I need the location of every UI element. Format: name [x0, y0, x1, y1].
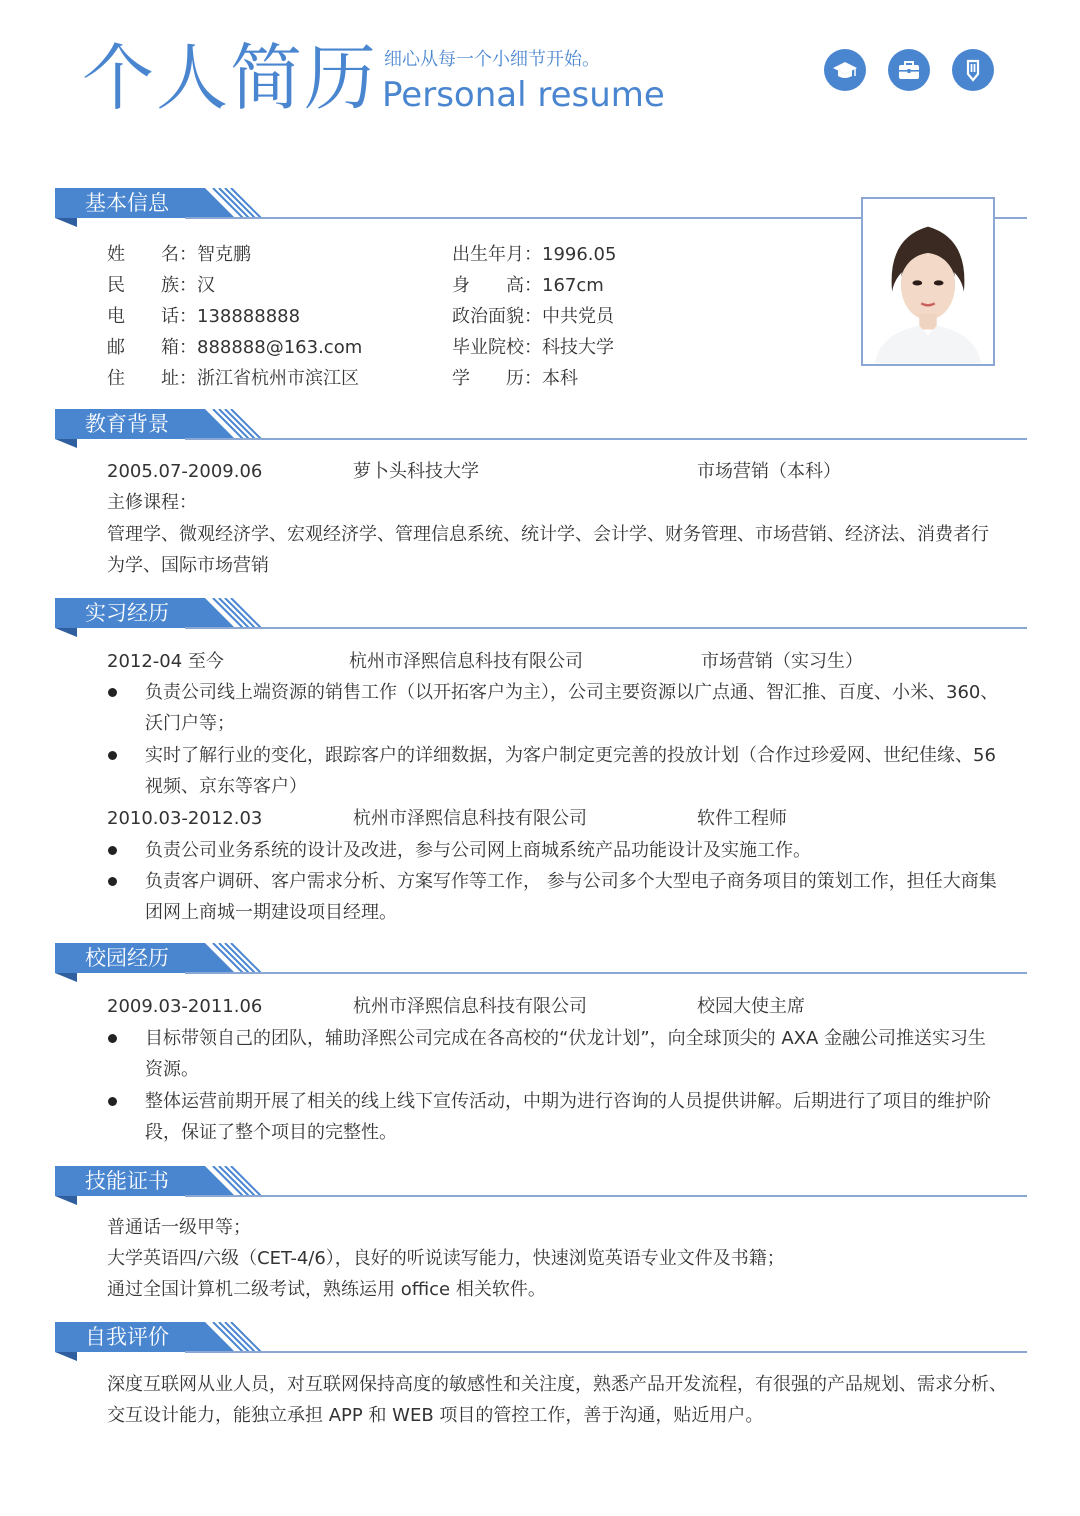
courses-label: 主修课程：	[107, 492, 197, 513]
section-header-skills	[55, 1164, 1027, 1208]
edu-period: 2005.07-2009.06	[107, 461, 263, 482]
pen-icon	[952, 49, 994, 91]
politics-row	[452, 304, 614, 330]
section-header-self-evaluation	[55, 1320, 1027, 1364]
field-label: 电 话：	[107, 306, 197, 327]
section-header-education	[55, 407, 1027, 451]
bullet-text: 资源。	[145, 1059, 199, 1080]
skill-line: 普通话一级甲等；	[107, 1217, 251, 1238]
campus-period: 2009.03-2011.06	[107, 996, 263, 1017]
email-row	[107, 335, 362, 361]
self-eval-line: 交互设计能力，能独立承担 APP 和 WEB 项目的管控工作，善于沟通，贴近用户。	[107, 1405, 764, 1426]
profile-photo	[861, 197, 995, 366]
section-title: 技能证书	[85, 1169, 169, 1193]
birth-row	[452, 242, 616, 268]
name-row	[107, 242, 251, 268]
bullet-dot	[108, 1034, 117, 1043]
skill-line: 大学英语四/六级（CET-4/6），良好的听说读写能力，快速浏览英语专业文件及书籍；	[107, 1248, 785, 1269]
phone-value: 138888888	[197, 306, 301, 327]
field-label: 出生年月：	[452, 244, 542, 265]
job-company: 杭州市泽熙信息科技有限公司	[353, 808, 587, 829]
bullet-text: 沃门户等；	[145, 713, 235, 734]
height-row	[452, 273, 604, 299]
campus-company: 杭州市泽熙信息科技有限公司	[353, 996, 587, 1017]
job-role: 市场营销（实习生）	[701, 651, 863, 672]
field-label: 民 族：	[107, 275, 197, 296]
school-row	[452, 335, 614, 361]
bullet-text: 负责客户调研、客户需求分析、方案写作等工作， 参与公司多个大型电子商务项目的策划工作，担任大商集	[145, 871, 997, 892]
height-value: 167cm	[542, 275, 604, 296]
field-label: 住 址：	[107, 368, 197, 389]
bullet-text: 团网上商城一期建设项目经理。	[145, 902, 397, 923]
email-value: 888888@163.com	[197, 337, 363, 358]
self-eval-line: 深度互联网从业人员，对互联网保持高度的敏感性和关注度，熟悉产品开发流程，有很强的产品规划、需求分析、	[107, 1374, 1007, 1395]
field-label: 政治面貌：	[452, 306, 542, 327]
field-label: 学 历：	[452, 368, 542, 389]
bullet-text: 目标带领自己的团队，辅助泽熙公司完成在各高校的“伏龙计划”，向全球顶尖的 AXA 金融公司推送实习生	[145, 1028, 987, 1049]
bullet-text: 负责公司业务系统的设计及改进，参与公司网上商城系统产品功能设计及实施工作。	[145, 840, 811, 861]
bullet-text: 整体运营前期开展了相关的线上线下宣传活动，中期为进行咨询的人员提供讲解。后期进行了项目的维护阶	[145, 1091, 991, 1112]
section-header-internship	[55, 596, 1027, 640]
degree-row	[452, 366, 578, 392]
slogan: 细心从每一个小细节开始。	[384, 49, 600, 70]
bullet-dot	[108, 846, 117, 855]
field-label: 邮 箱：	[107, 337, 197, 358]
english-subtitle: Personal resume	[382, 75, 665, 115]
bullet-dot	[108, 688, 117, 697]
section-title: 校园经历	[85, 946, 169, 970]
skill-line: 通过全国计算机二级考试，熟练运用 office 相关软件。	[107, 1279, 546, 1300]
campus-role: 校园大使主席	[697, 996, 805, 1017]
degree-value: 本科	[542, 368, 578, 389]
address-row	[107, 366, 359, 392]
courses-line: 为学、国际市场营销	[107, 555, 269, 576]
address-value: 浙江省杭州市滨江区	[197, 368, 359, 389]
briefcase-icon	[888, 49, 930, 91]
section-title: 教育背景	[85, 412, 169, 436]
bullet-text: 负责公司线上端资源的销售工作（以开拓客户为主），公司主要资源以广点通、智汇推、百度、小米、360、	[145, 682, 999, 703]
ethnic-value: 汉	[197, 275, 215, 296]
edu-school: 萝卜头科技大学	[353, 461, 479, 482]
job-company: 杭州市泽熙信息科技有限公司	[349, 651, 583, 672]
bullet-dot	[108, 1097, 117, 1106]
job-period: 2010.03-2012.03	[107, 808, 263, 829]
phone-row	[107, 304, 300, 330]
name-value: 智克鹏	[197, 244, 251, 265]
field-label: 毕业院校：	[452, 337, 542, 358]
bullet-text: 实时了解行业的变化，跟踪客户的详细数据，为客户制定更完善的投放计划（合作过珍爱网、世纪佳缘、56	[145, 745, 996, 766]
job-period: 2012-04 至今	[107, 651, 224, 672]
edu-major: 市场营销（本科）	[697, 461, 841, 482]
page-title: 个人简历	[82, 36, 379, 120]
section-title: 实习经历	[85, 601, 169, 625]
courses-line: 管理学、微观经济学、宏观经济学、管理信息系统、统计学、会计学、财务管理、市场营销、经济法、消费者行	[107, 524, 989, 545]
section-title: 自我评价	[85, 1325, 169, 1349]
politics-value: 中共党员	[542, 306, 614, 327]
field-label: 姓 名：	[107, 244, 197, 265]
bullet-text: 视频、京东等客户）	[145, 776, 307, 797]
bullet-dot	[108, 877, 117, 886]
school-value: 科技大学	[542, 337, 614, 358]
field-label: 身 高：	[452, 275, 542, 296]
bullet-text: 段，保证了整个项目的完整性。	[145, 1122, 397, 1143]
section-title: 基本信息	[85, 191, 169, 215]
job-role: 软件工程师	[697, 808, 787, 829]
ethnic-row	[107, 273, 215, 299]
birth-value: 1996.05	[542, 244, 617, 265]
graduation-cap-icon	[824, 49, 866, 91]
section-header-campus	[55, 941, 1027, 985]
bullet-dot	[108, 751, 117, 760]
